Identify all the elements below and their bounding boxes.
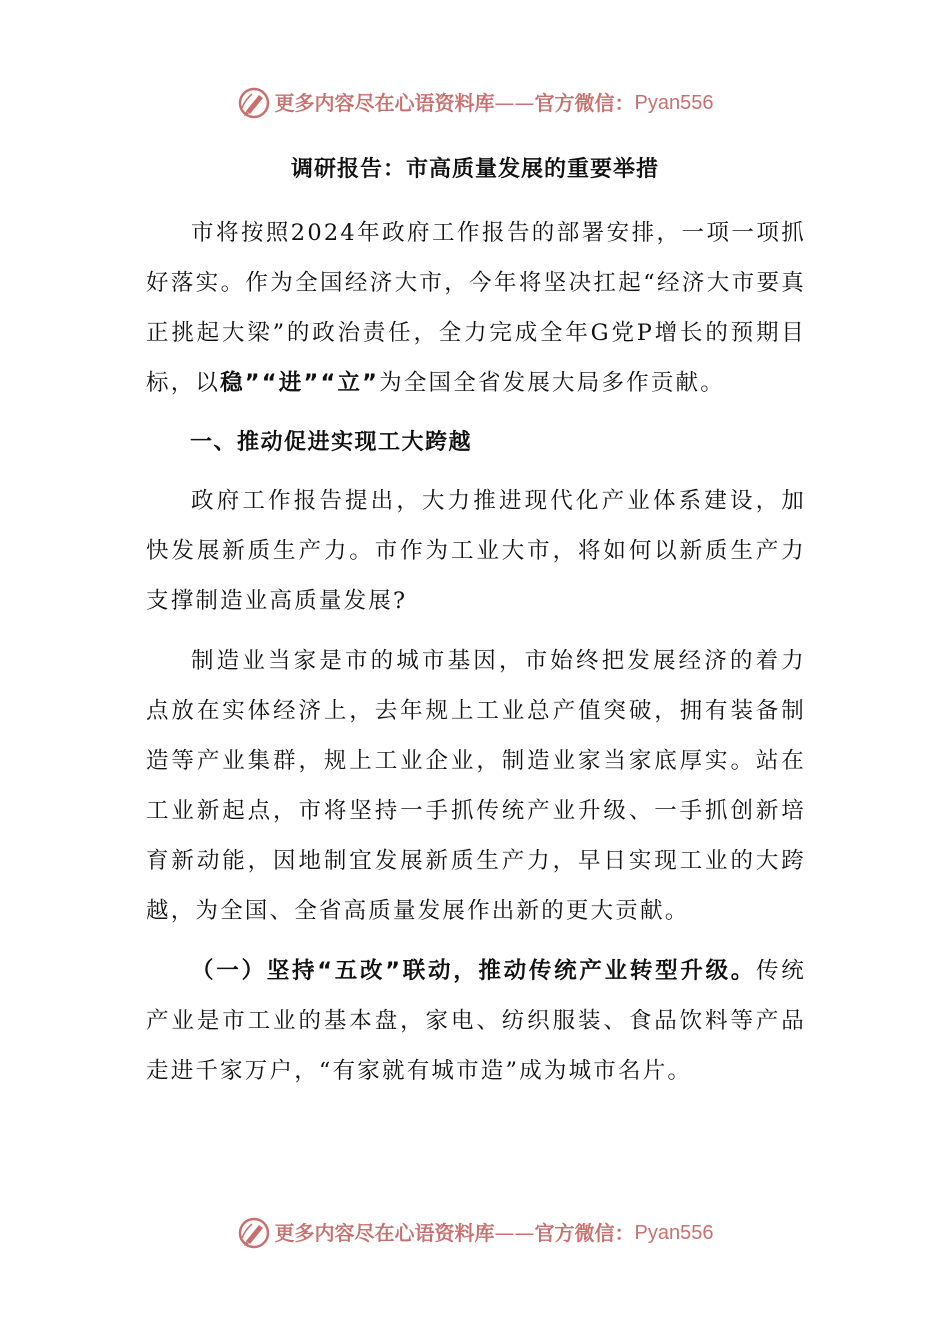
subsection-1-text: 传统产业是市工业的基本盘，家电、纺织服装、食品饮料等产品走进千家万户，“有家就有城市造”成为城市名片。 [146,958,806,1084]
intro-text-after: 为全国全省发展大局多作贡献。 [379,370,725,396]
document-title: 调研报告：市高质量发展的重要举措 [290,157,659,182]
watermark-site-name: 更多内容尽在心语资料库 [274,91,495,115]
intro-bold-keywords: 稳”“进”“立” [220,370,380,396]
subsection-1-paragraph [146,946,806,1096]
watermark-handle: Pyan556 [634,1222,714,1244]
watermark-contact-label: 官方微信： [534,1221,635,1245]
watermark-separator: —— [494,91,535,115]
header-watermark [0,86,950,120]
pen-circle-logo-icon [237,1216,271,1250]
footer-watermark [0,1216,950,1250]
subsection-1-lead: （一）坚持“五改”联动，推动传统产业转型升级。 [191,958,757,984]
pen-circle-logo-icon [237,86,271,120]
section-1-heading: 一、推动促进实现工大跨越 [190,430,473,455]
intro-text-before: 市将按照2024年政府工作报告的部署安排，一项一项抓好落实。作为全国经济大市，今年将坚决扛起“经济大市要真正挑起大梁”的政治责任，全力完成全年G党P增长的预期目标，以 [146,220,806,396]
watermark-site-name: 更多内容尽在心语资料库 [274,1221,495,1245]
intro-paragraph [146,208,806,408]
section-1-paragraph-1: 政府工作报告提出，大力推进现代化产业体系建设，加快发展新质生产力。市作为工业大市，将如何以新质生产力支撑制造业高质量发展? [146,488,806,614]
watermark-separator: —— [494,1221,535,1245]
watermark-contact-label: 官方微信： [534,91,635,115]
watermark-handle: Pyan556 [634,92,714,114]
section-1-paragraph-2: 制造业当家是市的城市基因，市始终把发展经济的着力点放在实体经济上，去年规上工业总产值突破，拥有装备制造等产业集群，规上工业企业，制造业家当家底厚实。站在工业新起点，市将坚持一手抓传统产业升级、一手抓创新培育新动能，因地制宜发展新质生产力，早日实现工业的大跨越，为全国、全省高质量发展作出新的更大贡献。 [146,648,806,924]
document-body [146,208,806,1096]
